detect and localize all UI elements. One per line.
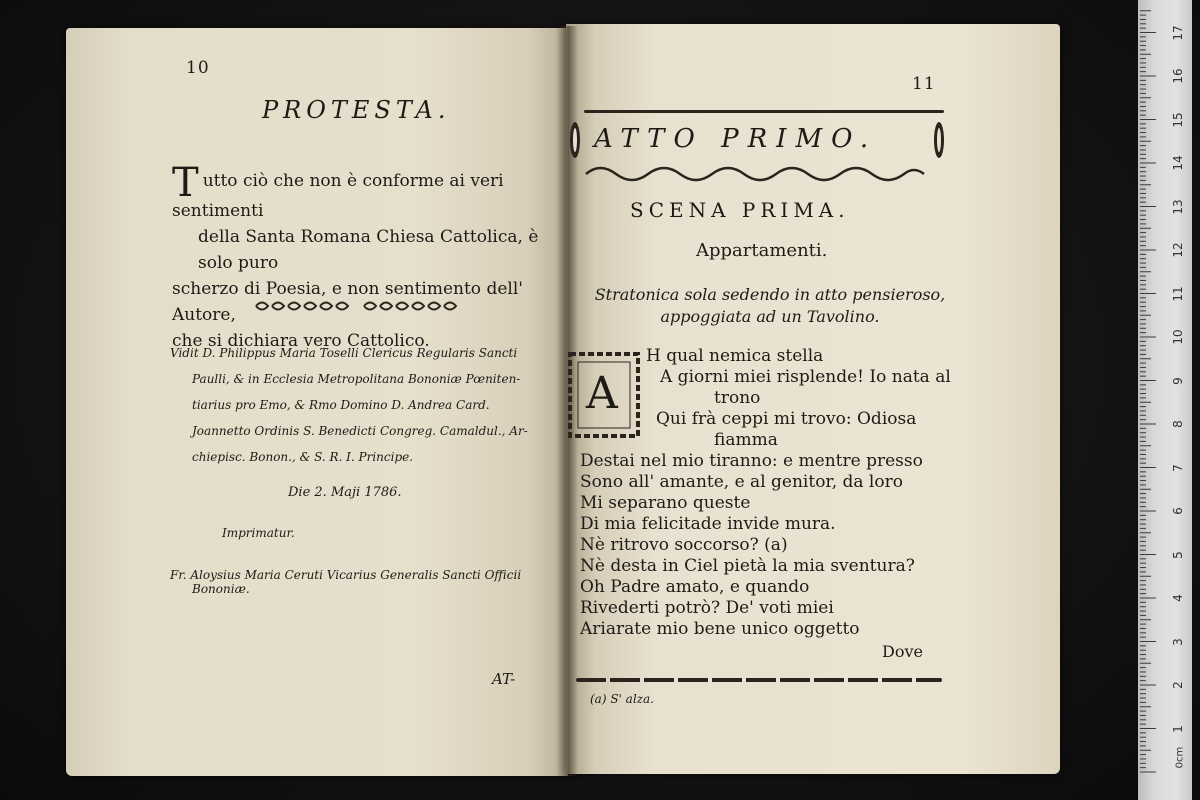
verse-line-1: H qual nemica stella — [646, 346, 824, 366]
drop-cap-t: T — [172, 160, 199, 206]
ruler-number: 10 — [1171, 329, 1185, 345]
ruler-number: 17 — [1171, 24, 1185, 41]
act-title: ATTO PRIMO. — [594, 124, 878, 154]
stage-direction-line-2: appoggiata ad un Tavolino. — [660, 307, 880, 326]
catchword-right: Dove — [882, 642, 923, 661]
protesta-paragraph — [172, 160, 572, 354]
approval-text — [170, 340, 560, 470]
ruler-number: 2 — [1171, 681, 1185, 689]
right-scroll-ornament-icon — [930, 118, 948, 162]
ruler-number: 5 — [1171, 550, 1185, 559]
ornament-divider-icon — [252, 296, 468, 316]
ruler-number: 11 — [1171, 285, 1185, 302]
ruler-number: 16 — [1171, 68, 1185, 84]
drop-cap-a: A — [586, 368, 618, 419]
verse-line-10: Nè ritrovo soccorso? (a) — [580, 535, 788, 555]
signature-line-1: Fr. Aloysius Maria Ceruti Vicarius Generalis Sancti Officii — [170, 568, 522, 582]
verse-line-13: Rivederti potrò? De' voti miei — [580, 598, 834, 618]
ruler-number: 15 — [1171, 111, 1185, 128]
ruler-number: 12 — [1171, 242, 1185, 258]
ruler-number: 1 — [1171, 724, 1185, 733]
catchword-left: AT- — [492, 670, 516, 688]
ruler-number: 6 — [1171, 507, 1185, 515]
verse-line-5: fiamma — [714, 430, 778, 450]
verse-line-8: Mi separano queste — [580, 493, 751, 513]
verse-line-14: Ariarate mio bene unico oggetto — [580, 619, 860, 639]
verse-line-11: Nè desta in Ciel pietà la mia sventura? — [580, 556, 915, 576]
scene-setting: Appartamenti. — [696, 240, 828, 261]
stage-direction — [580, 284, 960, 328]
approval-line-4: Joannetto Ordinis S. Benedicti Congreg. Camaldul., Ar- — [192, 424, 528, 438]
ruler-number: 14 — [1171, 155, 1185, 171]
ruler-number: 8 — [1171, 420, 1185, 428]
verse-line-9: Di mia felicitade invide mura. — [580, 514, 836, 534]
verse-line-12: Oh Padre amato, e quando — [580, 577, 810, 597]
paragraph-line-4: che si dichiara vero Cattolico. — [172, 331, 430, 351]
left-scroll-ornament-icon — [566, 118, 584, 162]
verse-text — [580, 346, 960, 640]
ruler-number: 3 — [1171, 637, 1185, 646]
ruler-number: 7 — [1171, 463, 1185, 472]
signature-block — [170, 568, 570, 596]
approval-line-2: Paulli, & in Ecclesia Metropolitana Bononiæ Pœniten- — [192, 372, 521, 386]
verse-line-7: Sono all' amante, e al genitor, da loro — [580, 472, 903, 492]
approval-line-5: chiepisc. Bonon., & S. R. I. Principe. — [192, 450, 414, 464]
paragraph-line-3: scherzo di Poesia, e non sentimento dell' Autore, — [172, 279, 523, 325]
signature-line-2: Bononiæ. — [192, 582, 250, 596]
page-number-left: 10 — [186, 58, 210, 78]
approval-line-3: tiarius pro Emo, & Rmo Domino D. Andrea Card. — [192, 398, 490, 412]
footnote-rule — [576, 678, 942, 682]
verse-line-4: Qui frà ceppi mi trovo: Odiosa — [656, 409, 917, 429]
page-heading-protesta: PROTESTA. — [262, 96, 451, 124]
ruler-number: 13 — [1171, 198, 1185, 215]
verse-line-2: A giorni miei risplende! Io nata al — [660, 367, 951, 387]
imprimatur: Imprimatur. — [222, 526, 295, 540]
page-number-right: 11 — [912, 74, 936, 94]
ruler-number: 9 — [1171, 376, 1185, 385]
stage-direction-line-1: Stratonica sola sedendo in atto pensieroso, — [594, 285, 946, 304]
verse-line-6: Destai nel mio tiranno: e mentre presso — [580, 451, 923, 471]
approval-date: Die 2. Maji 1786. — [288, 485, 402, 500]
ruler-number: 4 — [1171, 594, 1185, 602]
top-border-rule — [584, 110, 944, 113]
approval-line-1: Vidit D. Philippus Maria Toselli Clericus Regularis Sancti — [170, 346, 518, 360]
ruler-unit-label: 0cm — [1174, 746, 1186, 769]
scene-title: SCENA PRIMA. — [630, 198, 850, 222]
verse-line-3: trono — [714, 388, 761, 408]
paragraph-line-1: Tutto ciò che non è conforme ai veri sentimenti — [172, 160, 504, 221]
measurement-ruler — [1138, 0, 1192, 800]
paragraph-line-2: della Santa Romana Chiesa Cattolica, è solo puro — [198, 227, 539, 273]
footnote: (a) S' alza. — [590, 692, 654, 706]
bottom-scroll-border-icon — [580, 160, 950, 186]
